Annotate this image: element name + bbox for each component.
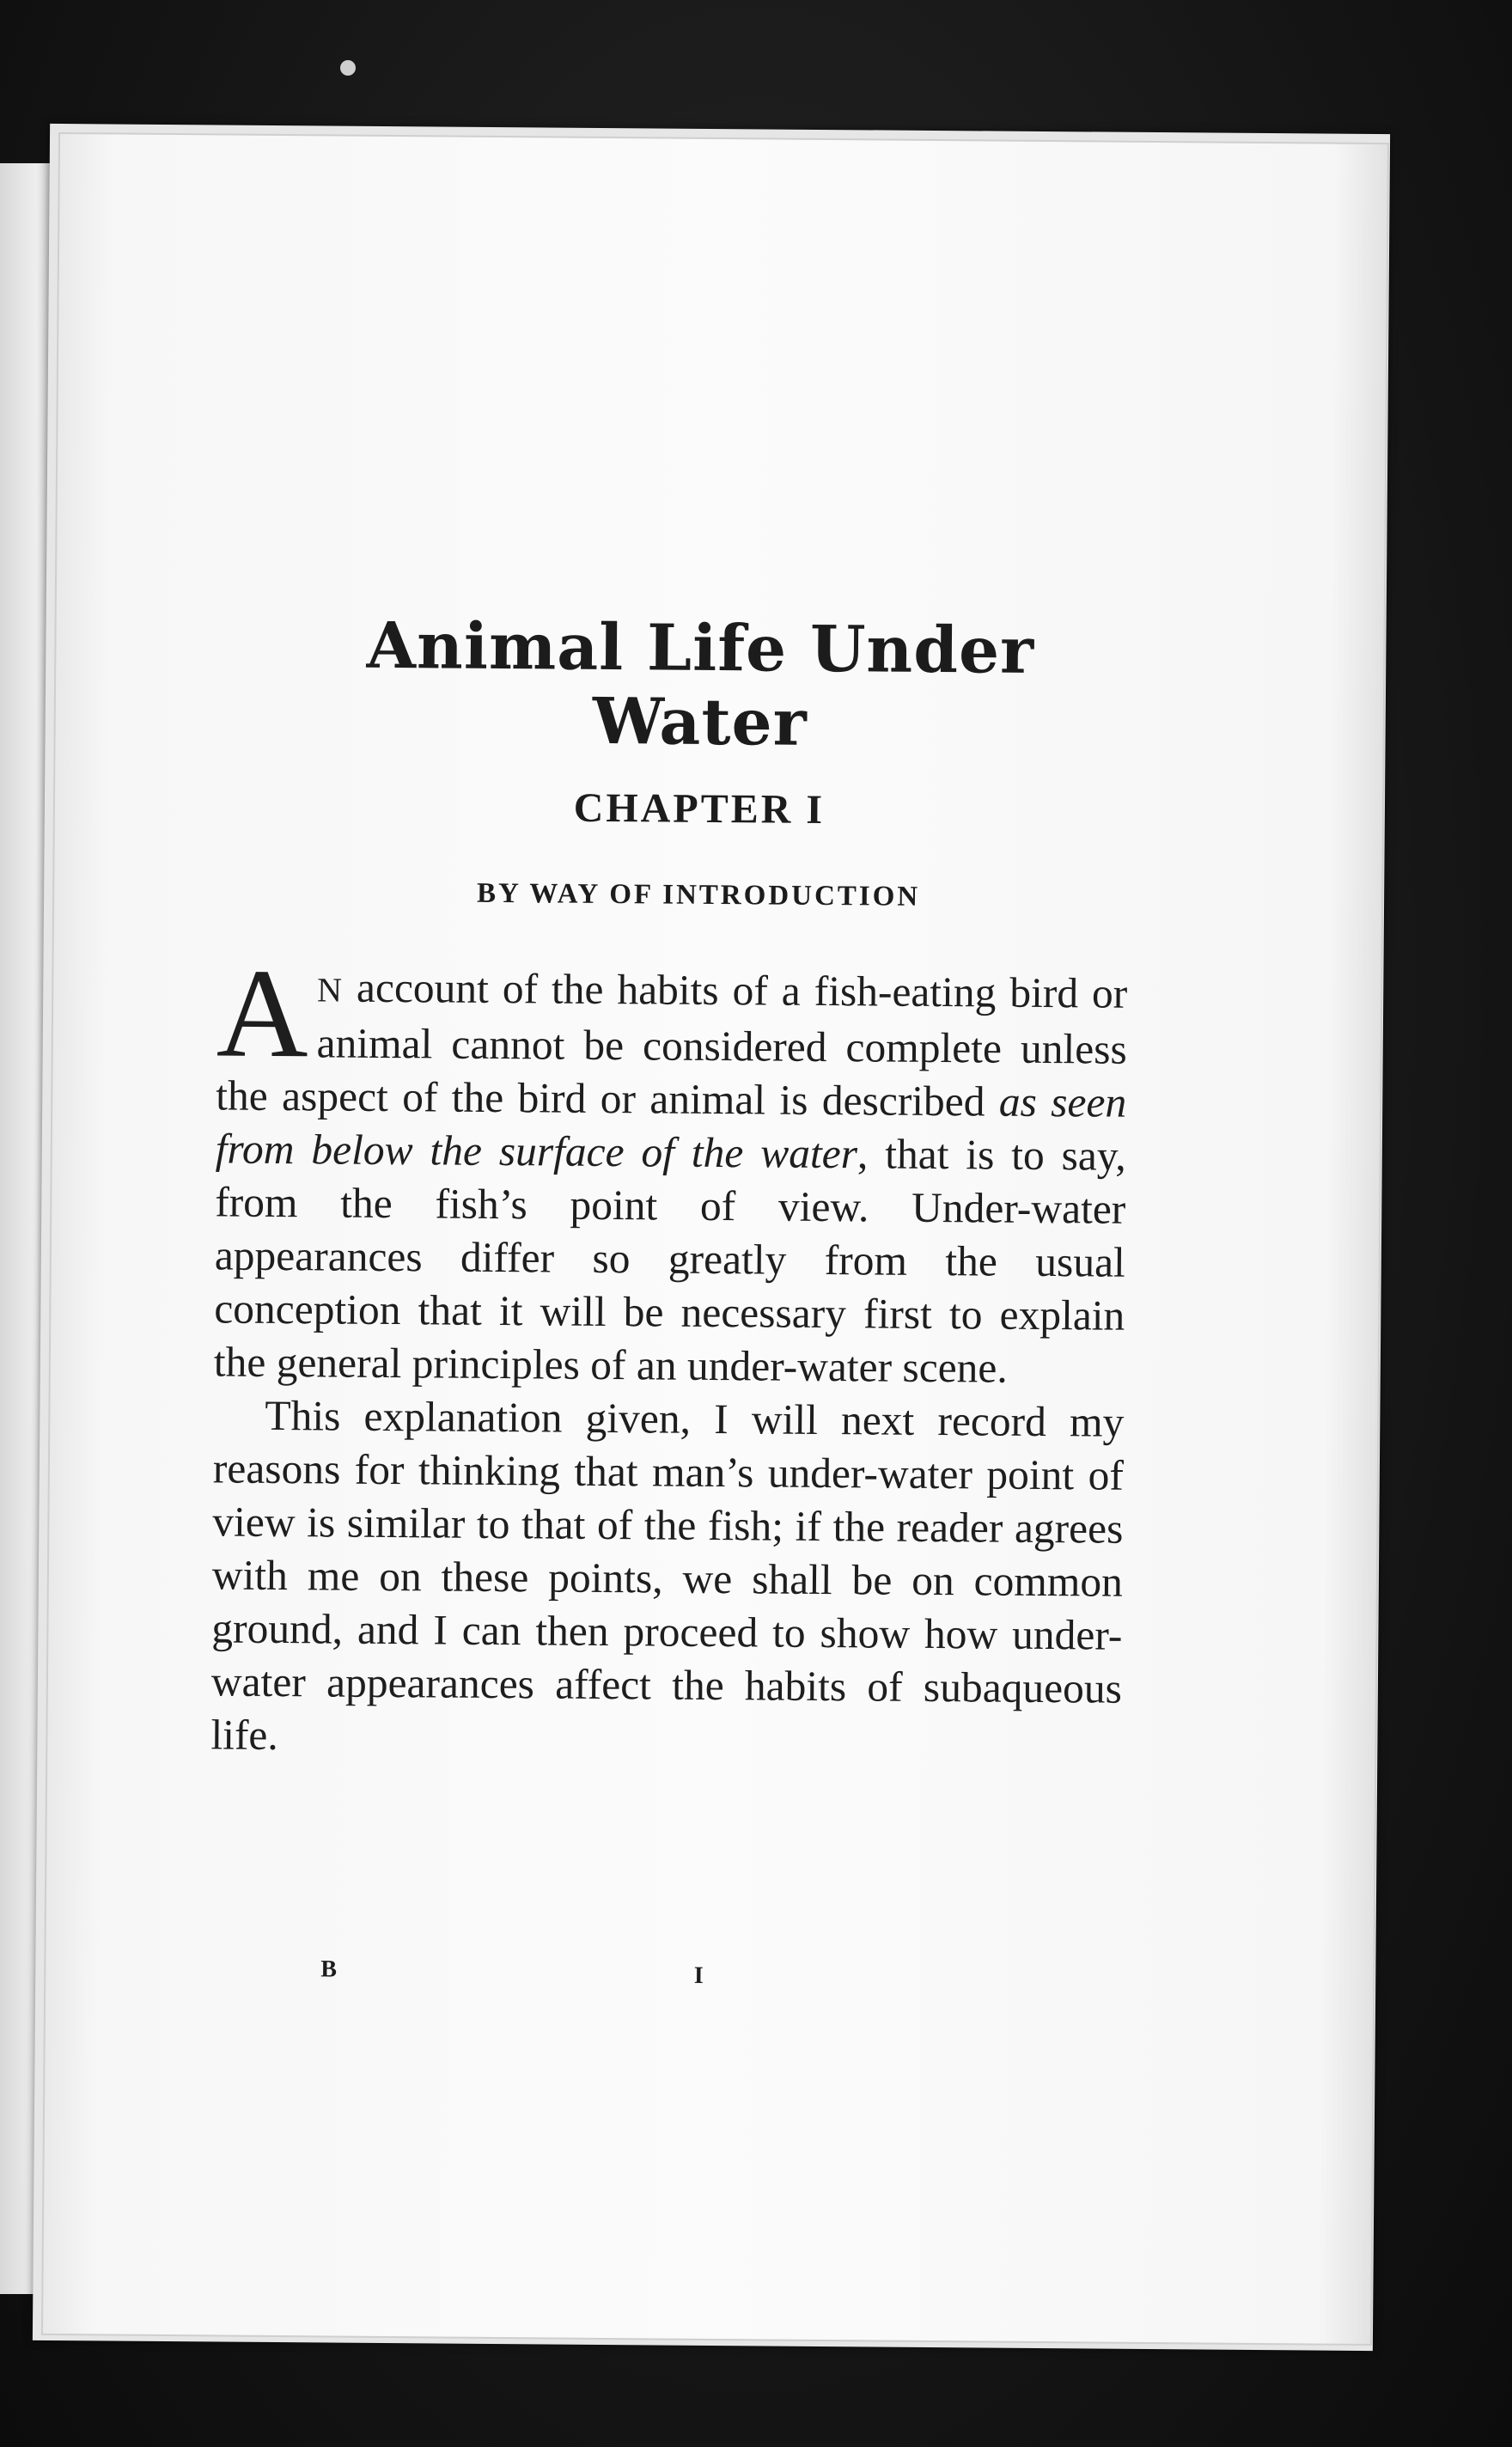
drop-cap: A [216,943,309,1085]
paragraph-1-text-a: account of the habits of a fish-eating bird or animal cannot be considered complete unless the aspect of the bird or animal is described [216,963,1128,1126]
signature-mark: B [320,1956,339,1983]
paragraph-1-emphasis: as seen from below the surface of the water [215,1077,1127,1178]
scan-speck [340,60,356,76]
book-title: Animal Life Under Water [366,608,1035,760]
chapter-subtitle: BY WAY OF INTRODUCTION [476,877,921,912]
paragraph-2: This explanation given, I will next record my reasons for thinking that man’s under-water point of view is similar to that of the fish; if the reader agrees with me on these points, we shall be on common ground, and I can then proceed to show how under-water appearances affect the habits of subaqueous life. [210,1391,1125,1760]
paragraph-1 [213,943,1128,1395]
lead-capital: N [316,970,344,1010]
paragraph-1-text-b: , that is to say, from the fish’s point of view. Under-water appearances differ so greatly from the usual conception that it will be necessary first to explain the general principles of an under-water scene. [213,1130,1127,1392]
book-page [41,132,1389,2346]
chapter-heading: CHAPTER I [573,784,826,833]
body-text [210,943,1128,1768]
page-number: I [693,1962,704,1989]
